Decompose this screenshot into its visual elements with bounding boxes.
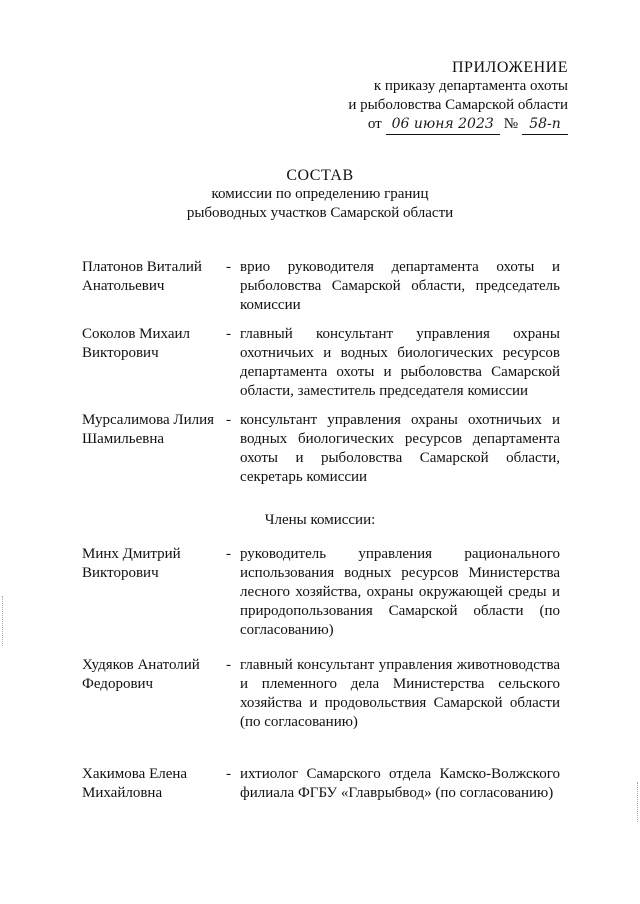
scan-edge-mark: [2, 596, 6, 646]
appendix-line-1: к приказу департамента охоты: [373, 78, 568, 94]
member-position: врио руководителя департамента охоты и рыболовства Самарской области, председатель комиссии: [240, 259, 560, 313]
order-date-number-line: [308, 115, 568, 135]
number-label: №: [503, 116, 518, 132]
member-position: консультант управления охраны охотничьих и водных биологических ресурсов департамента охоты и рыболовства Самарской области, секретарь комиссии: [240, 412, 560, 485]
member-dash: -: [226, 766, 231, 782]
members-heading: Члены комиссии:: [264, 512, 376, 528]
member-dash: -: [226, 657, 231, 673]
member-name: Хакимова Елена Михайловна: [82, 766, 188, 801]
member-name: Минх Дмитрий Викторович: [82, 546, 181, 581]
scan-edge-mark: [634, 782, 638, 822]
member-name: Худяков Анатолий Федорович: [82, 657, 200, 692]
member-name: Платонов Виталий Анатольевич: [82, 259, 202, 294]
appendix-line-2: и рыболовства Самарской области: [348, 97, 568, 113]
member-dash: -: [226, 326, 231, 342]
member-position: главный консультант управления животноводства и племенного дела Министерства сельского хозяйства и продовольствия Самарской области (по согласованию): [240, 657, 560, 730]
member-name: Мурсалимова Лилия Шамильевна: [82, 412, 215, 447]
member-position: главный консультант управления охраны охотничьих и водных биологических ресурсов департамента охоты и рыболовства Самарской области, заместитель председателя комиссии: [240, 326, 560, 399]
member-dash: -: [226, 412, 231, 428]
member-name: Соколов Михаил Викторович: [82, 326, 190, 361]
title-line-2: рыбоводных участков Самарской области: [186, 205, 454, 221]
member-dash: -: [226, 546, 231, 562]
member-position: руководитель управления рационального использования водных ресурсов Министерства лесного хозяйства, охраны окружающей среды и природопользования Самарской области (по согласованию): [240, 546, 560, 638]
handwritten-date: 06 июня 2023: [386, 115, 500, 135]
title-line-1: комиссии по определению границ: [211, 186, 429, 202]
member-position: ихтиолог Самарского отдела Камско-Волжского филиала ФГБУ «Главрыбвод» (по согласованию): [240, 766, 560, 801]
title-main: СОСТАВ: [286, 167, 354, 184]
handwritten-number: 58-п: [522, 115, 568, 135]
from-label: от: [367, 116, 382, 132]
member-dash: -: [226, 259, 231, 275]
appendix-block: [308, 58, 568, 135]
document-title: [0, 166, 640, 223]
appendix-heading: ПРИЛОЖЕНИЕ: [451, 59, 568, 76]
